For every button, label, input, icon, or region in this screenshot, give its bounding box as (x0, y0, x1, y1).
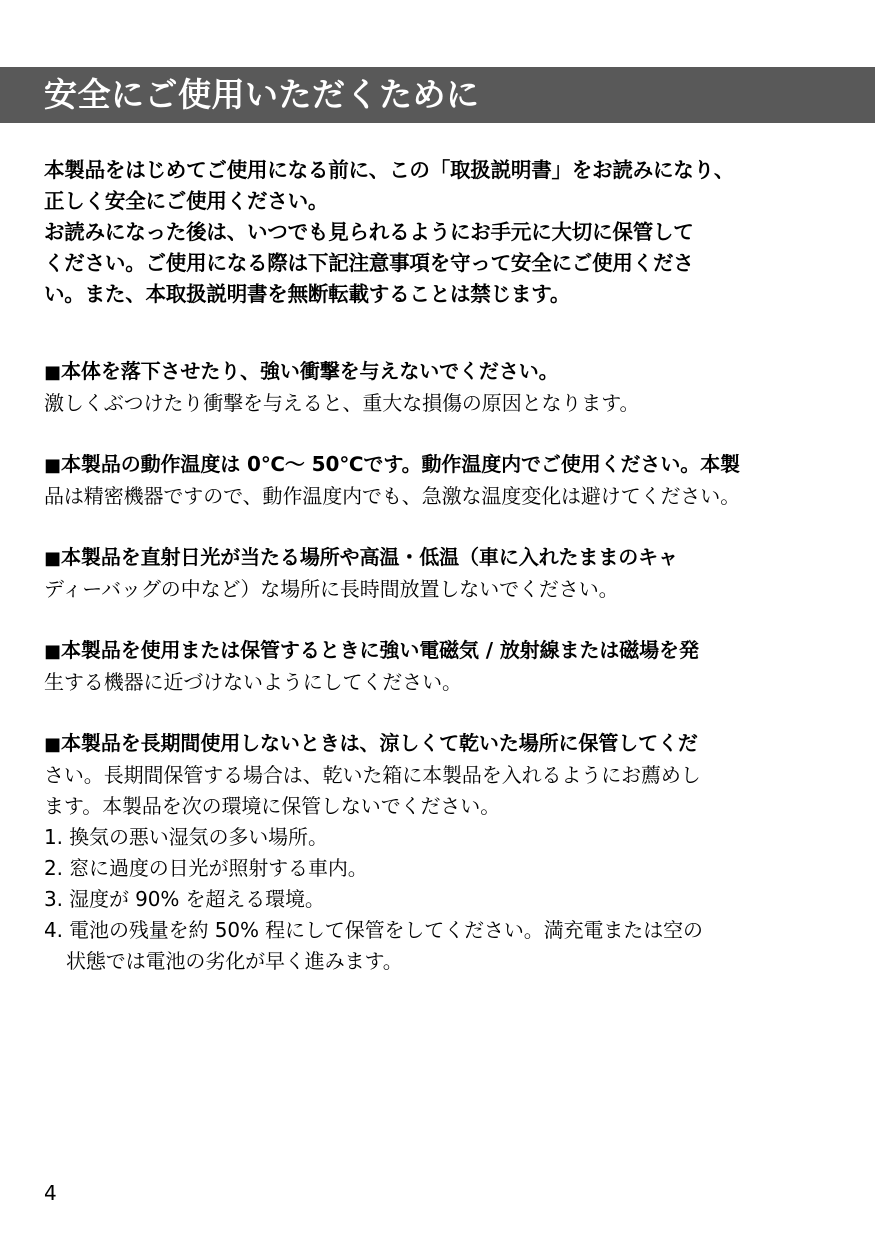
notice-body-5: さい。長期間保管する場合は、乾いた箱に本製品を入れるようにお薦めし (44, 763, 701, 787)
intro-line-3: お読みになった後は、いつでも見られるようにお手元に大切に保管して (44, 220, 694, 244)
list-item: 2. 窓に過度の日光が照射する車内。 (44, 856, 368, 880)
square-bullet-icon: ■ (44, 362, 62, 383)
intro-paragraph (44, 155, 834, 310)
notice-body-3: ディーバッグの中など）な場所に長時間放置しないでください。 (44, 577, 619, 601)
notice-body-5b: ます。本製品を次の環境に保管しないでください。 (44, 794, 501, 818)
notice-heading-text-4: 本製品を使用または保管するときに強い電磁気 / 放射線または磁場を発 (61, 638, 699, 662)
notice-section-3 (44, 542, 834, 605)
list-item: 3. 湿度が 90% を超える環境。 (44, 887, 325, 911)
spacer (44, 512, 834, 542)
notice-heading-1 (44, 356, 834, 388)
notice-heading-text-1: 本体を落下させたり、強い衝撃を与えないでください。 (61, 359, 559, 383)
spacer (44, 698, 834, 728)
notice-body-4: 生する機器に近づけないようにしてください。 (44, 670, 462, 694)
list-item-continuation: 状態では電池の劣化が早く進みます。 (66, 949, 403, 973)
intro-line-5: い。また、本取扱説明書を無断転載することは禁じます。 (44, 282, 571, 306)
intro-line-4: ください。ご使用になる際は下記注意事項を守って安全にご使用くださ (44, 251, 694, 275)
document-content (44, 155, 834, 977)
storage-conditions-list (44, 822, 834, 977)
notice-heading-3 (44, 542, 834, 574)
spacer (44, 605, 834, 635)
notice-body-2: 品は精密機器ですので、動作温度内でも、急激な温度変化は避けてください。 (44, 484, 741, 508)
page-title: 安全にご使用いただくために (44, 75, 480, 114)
square-bullet-icon: ■ (44, 641, 62, 662)
square-bullet-icon: ■ (44, 455, 62, 476)
notice-section-5 (44, 728, 834, 822)
notice-heading-text-3: 本製品を直射日光が当たる場所や高温・低温（車に入れたままのキャ (61, 545, 678, 569)
intro-line-1: 本製品をはじめてご使用になる前に、この「取扱説明書」をお読みになり、 (44, 158, 735, 182)
intro-line-2: 正しく安全にご使用ください。 (44, 189, 329, 213)
notice-heading-text-5: 本製品を長期間使用しないときは、涼しくて乾いた場所に保管してくだ (61, 731, 698, 755)
spacer (44, 310, 834, 356)
notice-heading-5 (44, 728, 834, 760)
notice-heading-text-2: 本製品の動作温度は 0℃～ 50℃です。動作温度内でご使用ください。本製 (61, 452, 740, 476)
notice-section-2 (44, 449, 834, 512)
notice-section-4 (44, 635, 834, 698)
spacer (44, 419, 834, 449)
page-number: 4 (44, 1181, 57, 1205)
square-bullet-icon: ■ (44, 734, 62, 755)
notice-heading-2 (44, 449, 834, 481)
notice-body-1: 激しくぶつけたり衝撃を与えると、重大な損傷の原因となります。 (44, 391, 640, 415)
notice-section-1 (44, 356, 834, 419)
square-bullet-icon: ■ (44, 548, 62, 569)
notice-heading-4 (44, 635, 834, 667)
list-item: 4. 電池の残量を約 50% 程にして保管をしてください。満充電または空の (44, 918, 703, 942)
list-item: 1. 換気の悪い湿気の多い場所。 (44, 825, 328, 849)
